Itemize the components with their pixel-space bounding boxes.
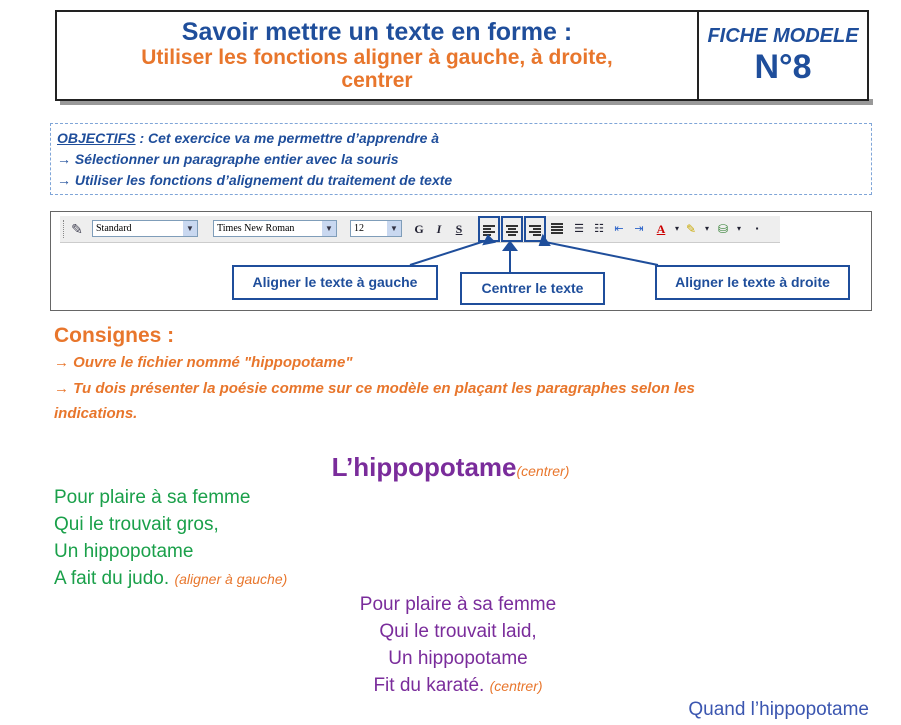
poem-line: Pour plaire à sa femme: [359, 594, 557, 615]
alignment-note: (aligner à gauche): [174, 571, 288, 587]
objectifs-label: OBJECTIFS: [57, 130, 136, 146]
highlight-icon[interactable]: ✎: [685, 222, 697, 236]
decrease-indent-icon[interactable]: ⇤: [614, 223, 624, 235]
bold-button[interactable]: G: [414, 222, 424, 236]
poem-line: Qui le trouvait laid,: [379, 621, 537, 642]
chevron-down-icon[interactable]: ▾: [674, 224, 679, 233]
chevron-down-icon[interactable]: ▼: [322, 221, 336, 236]
poem-line: Fit du karaté.: [373, 675, 485, 696]
chevron-down-icon[interactable]: ▾: [704, 224, 709, 233]
bullet-list-icon[interactable]: ☷: [594, 223, 604, 235]
poem-line-with-note: [0, 675, 901, 697]
consigne-line: indications.: [54, 405, 138, 422]
callout-align-right: Aligner le texte à droite: [655, 265, 850, 300]
underline-button[interactable]: S: [455, 222, 463, 236]
poem-title: [0, 452, 901, 483]
italic-button[interactable]: I: [436, 222, 442, 236]
poem-title-text: L’hippopotame: [331, 452, 517, 482]
increase-indent-icon[interactable]: ⇥: [634, 223, 644, 235]
consigne-line: → Ouvre le fichier nommé "hippopotame": [54, 354, 353, 371]
chevron-down-icon[interactable]: ▾: [736, 224, 741, 233]
objectif-item: → Utiliser les fonctions d’alignement du traitement de texte: [57, 172, 453, 188]
callout-center: Centrer le texte: [460, 272, 605, 305]
objectif-item: → Sélectionner un paragraphe entier avec la souris: [57, 151, 399, 167]
toolbar-more-icon[interactable]: ▪: [755, 224, 759, 233]
poem-line: Un hippopotame: [388, 648, 528, 669]
header-subtitle-line1: Utiliser les fonctions aligner à gauche, à droite,: [141, 46, 613, 69]
poem-line-right: Quand l’hippopotame: [688, 699, 869, 720]
poem-line: Pour plaire à sa femme: [54, 487, 251, 508]
consignes-title: Consignes :: [54, 324, 175, 347]
poem-line: Qui le trouvait gros,: [54, 514, 219, 535]
header-subtitle-line2: centrer: [341, 69, 413, 92]
font-color-icon[interactable]: A: [656, 222, 666, 236]
chevron-down-icon[interactable]: ▼: [183, 221, 197, 236]
fiche-number: N°8: [754, 48, 812, 86]
font-name-value: Times New Roman: [217, 223, 295, 234]
objectifs-intro: : Cet exercice va me permettre d’apprendre à: [135, 130, 440, 146]
consigne-line: → Tu dois présenter la poésie comme sur ce modèle en plaçant les paragraphes selon les: [54, 380, 695, 397]
poem-title-note: (centrer): [516, 463, 570, 479]
background-color-icon[interactable]: ⛁: [717, 222, 729, 236]
poem-line-with-note: [54, 568, 287, 590]
chevron-down-icon[interactable]: ▼: [387, 221, 401, 236]
styles-icon[interactable]: ✎: [71, 221, 83, 237]
paragraph-style-value: Standard: [96, 223, 132, 234]
fiche-label: FICHE MODELE: [707, 25, 859, 47]
poem-line: Un hippopotame: [54, 541, 194, 562]
header-title: Savoir mettre un texte en forme :: [181, 18, 573, 46]
alignment-note: (centrer): [489, 678, 543, 694]
numbered-list-icon[interactable]: ☰: [574, 223, 584, 235]
callout-align-left: Aligner le texte à gauche: [232, 265, 438, 300]
font-size-value: 12: [354, 223, 364, 234]
poem-line: A fait du judo.: [54, 568, 170, 589]
